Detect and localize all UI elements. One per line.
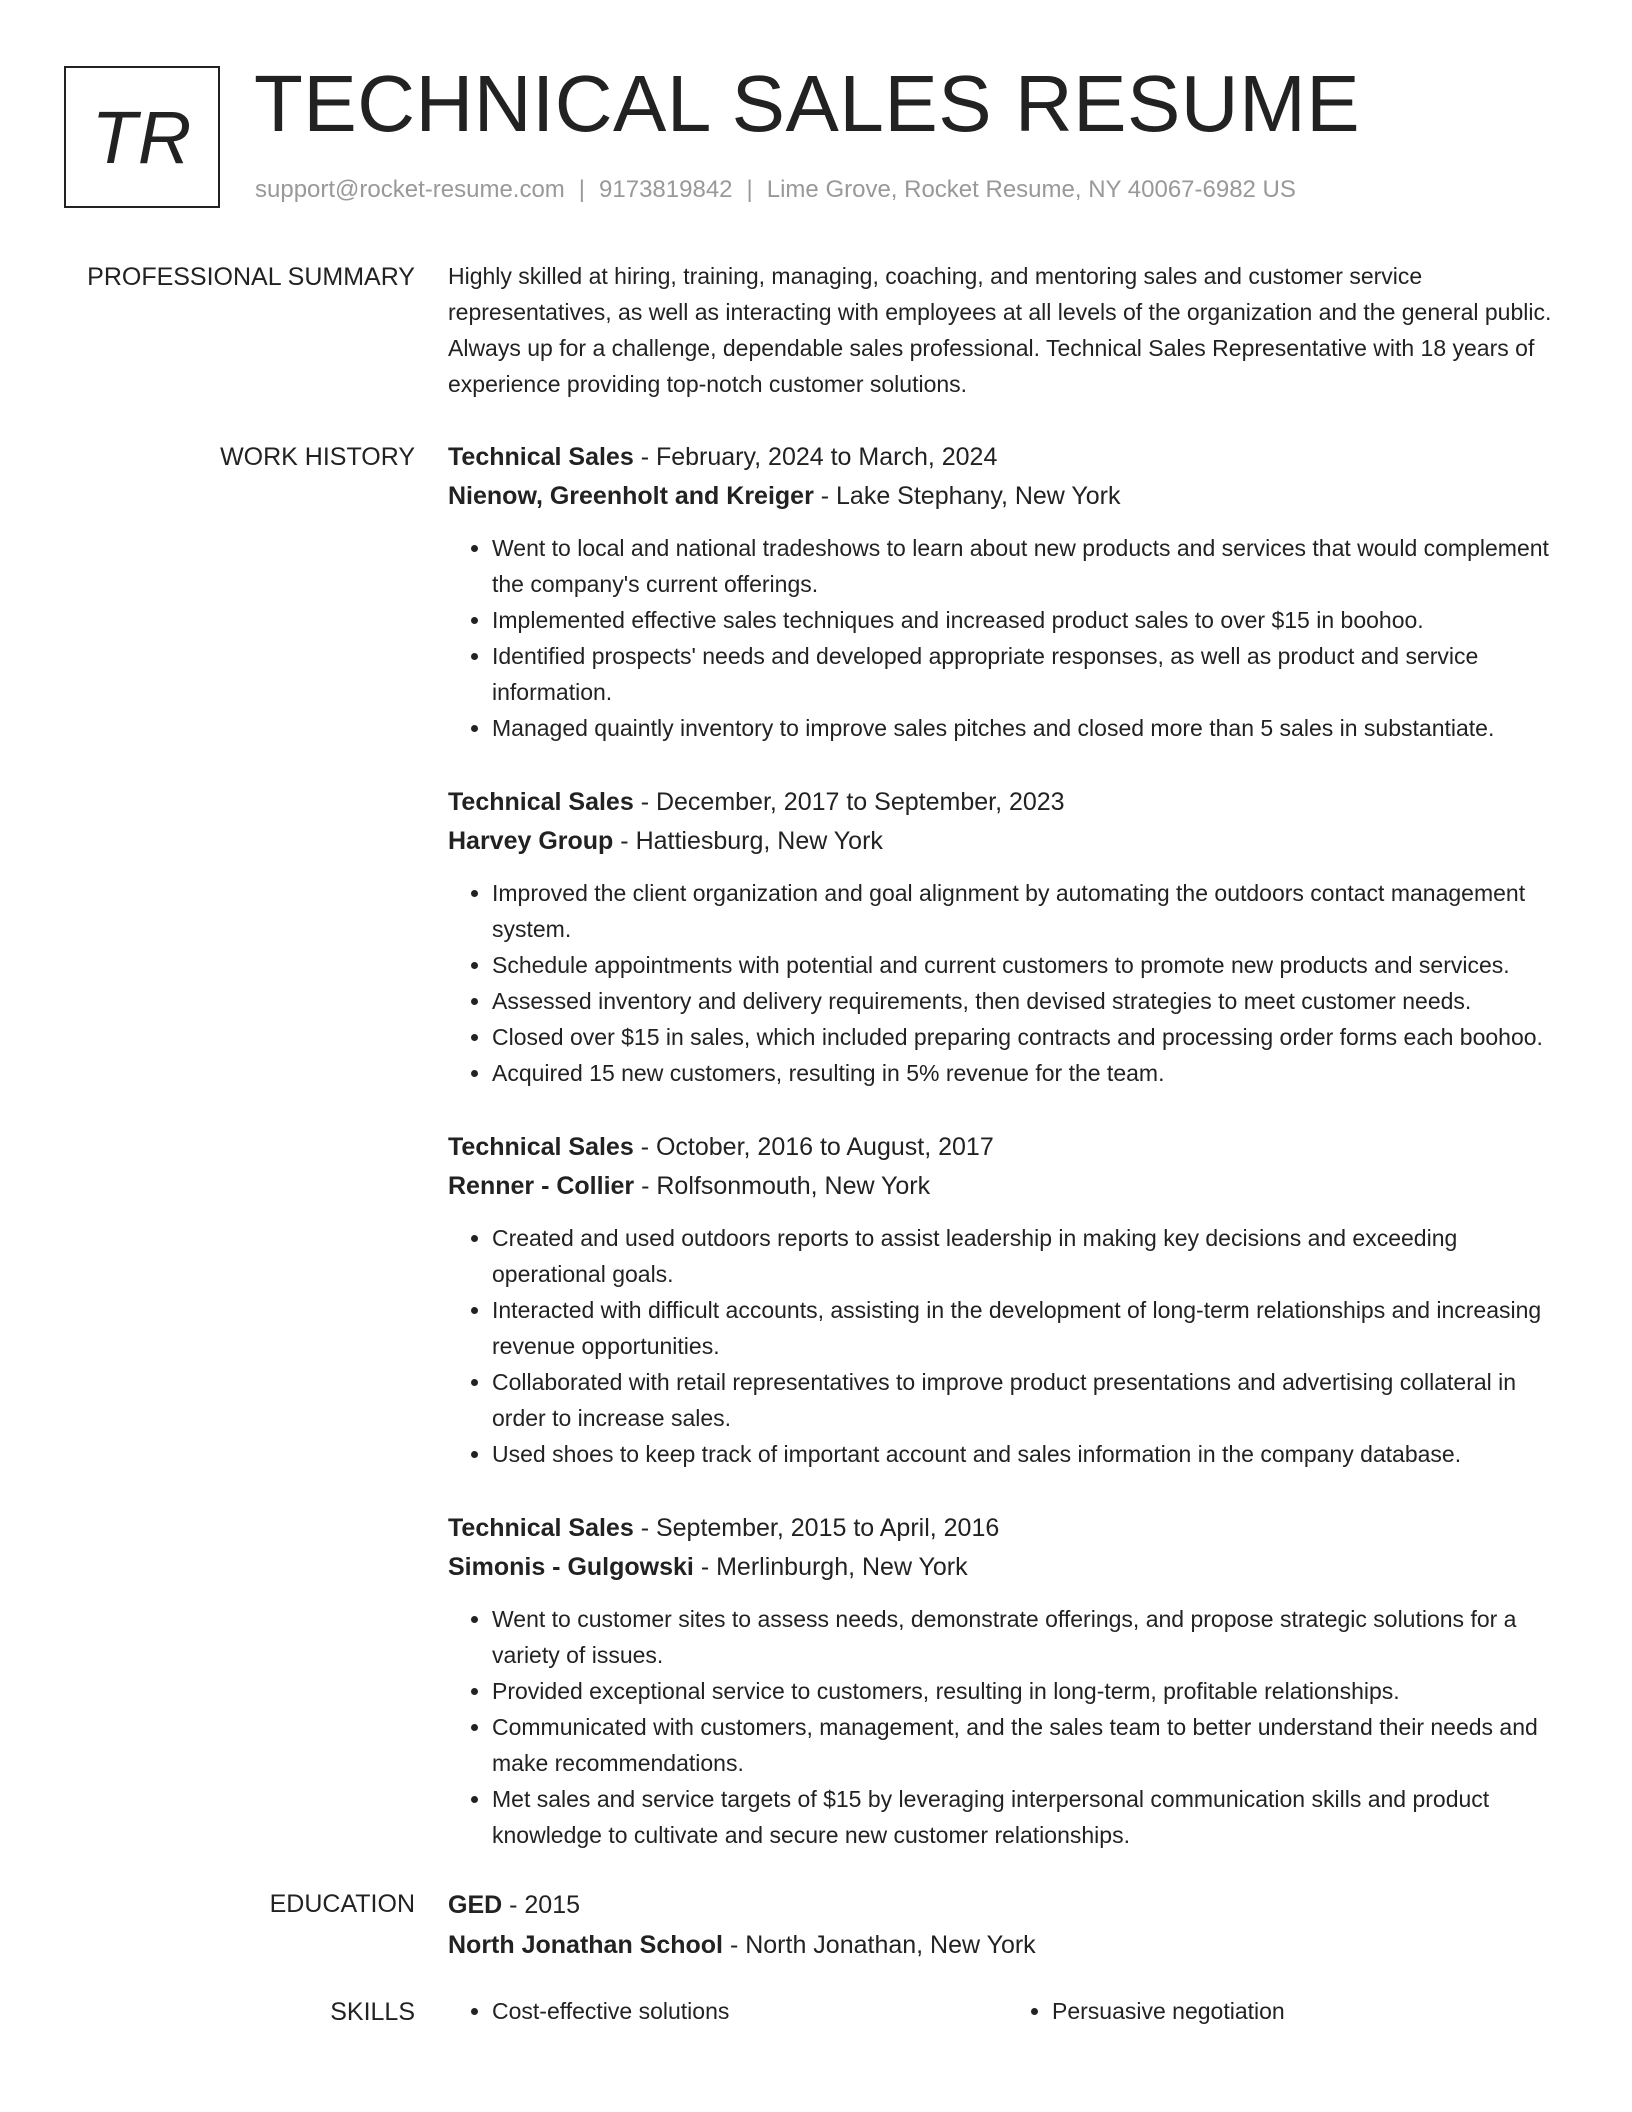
job-bullet: • Assessed inventory and delivery requirements, then devised strategies to meet customer needs. bbox=[492, 983, 1568, 1019]
dash: - bbox=[633, 1514, 656, 1542]
job-dates: February, 2024 to March, 2024 bbox=[655, 443, 998, 471]
job-title-line bbox=[448, 1509, 1568, 1548]
job-bullet: • Communicated with customers, management, and the sales team to better understand their needs and make recommendations. bbox=[492, 1709, 1568, 1781]
contact-line bbox=[255, 174, 1296, 206]
job-company-line bbox=[448, 477, 1568, 516]
job-title: Technical Sales bbox=[448, 1514, 634, 1542]
contact-separator: | bbox=[578, 176, 586, 203]
resume-content bbox=[0, 258, 1632, 2030]
contact-address: Lime Grove, Rocket Resume, NY 40067-6982 US bbox=[766, 176, 1296, 203]
job-title-line bbox=[448, 783, 1568, 822]
resume-title: TECHNICAL SALES RESUME bbox=[254, 59, 1361, 148]
job-bullet: • Acquired 15 new customers, resulting in 5% revenue for the team. bbox=[492, 1055, 1568, 1091]
section-label: EDUCATION bbox=[269, 1890, 415, 1918]
job-bullet: • Went to local and national tradeshows to learn about new products and services that would complement the company's current offerings. bbox=[492, 530, 1568, 602]
job-location: Hattiesburg, New York bbox=[635, 827, 883, 855]
section-label: SKILLS bbox=[330, 1998, 415, 2026]
job-title-line bbox=[448, 438, 1568, 477]
job-bullets bbox=[448, 1220, 1568, 1472]
job-bullet: • Collaborated with retail representatives to improve product presentations and advertising collateral in order to increase sales. bbox=[492, 1364, 1568, 1436]
dash: - bbox=[502, 1891, 525, 1919]
section-label: PROFESSIONAL SUMMARY bbox=[87, 263, 415, 291]
job-location: Lake Stephany, New York bbox=[836, 482, 1121, 510]
skills-column bbox=[1008, 1993, 1568, 2029]
job-entry bbox=[448, 438, 1568, 746]
section-work-history bbox=[0, 438, 1632, 1890]
job-bullets bbox=[448, 530, 1568, 746]
section-body bbox=[448, 258, 1568, 402]
job-dates: October, 2016 to August, 2017 bbox=[655, 1133, 994, 1161]
job-bullet: • Implemented effective sales techniques and increased product sales to over $15 in boohoo. bbox=[492, 602, 1568, 638]
contact-email: support@rocket-resume.com bbox=[255, 176, 565, 203]
section-skills bbox=[0, 1993, 1632, 2030]
job-title: Technical Sales bbox=[448, 788, 634, 816]
skills-column bbox=[448, 1993, 1008, 2029]
dash: - bbox=[634, 1172, 657, 1200]
contact-separator: | bbox=[746, 176, 753, 203]
job-bullet: • Created and used outdoors reports to assist leadership in making key decisions and exceeding operational goals. bbox=[492, 1220, 1568, 1292]
dash: - bbox=[633, 443, 656, 471]
education-location: North Jonathan, New York bbox=[745, 1931, 1036, 1959]
section-label: WORK HISTORY bbox=[220, 443, 415, 471]
education-school: North Jonathan School bbox=[448, 1931, 723, 1959]
job-bullet: • Met sales and service targets of $15 by leveraging interpersonal communication skills and product knowledge to cultivate and secure new customer relationships. bbox=[492, 1781, 1568, 1853]
education-degree: GED bbox=[448, 1891, 503, 1919]
job-bullets bbox=[448, 875, 1568, 1091]
contact-phone: 9173819842 bbox=[599, 176, 733, 203]
dash: - bbox=[723, 1931, 746, 1959]
section-body bbox=[448, 1993, 1568, 2029]
education-degree-line bbox=[448, 1885, 1568, 1925]
job-entry bbox=[448, 783, 1568, 1091]
job-entry bbox=[448, 1509, 1568, 1853]
skills-grid bbox=[448, 1993, 1568, 2029]
job-company-line bbox=[448, 1548, 1568, 1587]
dash: - bbox=[633, 1133, 656, 1161]
job-bullet: • Interacted with difficult accounts, assisting in the development of long-term relationships and increasing revenue opportunities. bbox=[492, 1292, 1568, 1364]
job-bullet: • Went to customer sites to assess needs, demonstrate offerings, and propose strategic solutions for a variety of issues. bbox=[492, 1601, 1568, 1673]
skill-item: • Persuasive negotiation bbox=[1052, 1993, 1568, 2029]
job-bullet: • Managed quaintly inventory to improve sales pitches and closed more than 5 sales in substantiate. bbox=[492, 710, 1568, 746]
job-bullets bbox=[448, 1601, 1568, 1853]
job-title-line bbox=[448, 1128, 1568, 1167]
job-bullet: • Identified prospects' needs and developed appropriate responses, as well as product and service information. bbox=[492, 638, 1568, 710]
job-location: Rolfsonmouth, New York bbox=[656, 1172, 931, 1200]
dash: - bbox=[633, 788, 656, 816]
dash: - bbox=[693, 1553, 717, 1581]
job-company: Harvey Group bbox=[448, 827, 614, 855]
section-body bbox=[448, 438, 1568, 1890]
job-bullet: • Improved the client organization and goal alignment by automating the outdoors contact management system. bbox=[492, 875, 1568, 947]
job-bullet: • Used shoes to keep track of important account and sales information in the company database. bbox=[492, 1436, 1568, 1472]
job-entry bbox=[448, 1128, 1568, 1472]
job-title: Technical Sales bbox=[448, 1133, 634, 1161]
education-year: 2015 bbox=[524, 1891, 581, 1919]
section-education bbox=[0, 1885, 1632, 1965]
job-title: Technical Sales bbox=[448, 443, 634, 471]
job-company: Simonis - Gulgowski bbox=[448, 1553, 694, 1581]
job-bullet: • Closed over $15 in sales, which included preparing contracts and processing order forms each boohoo. bbox=[492, 1019, 1568, 1055]
summary-text: Highly skilled at hiring, training, managing, coaching, and mentoring sales and customer service representatives, as well as interacting with employees at all levels of the organization and the general public. Always up for a challenge, dependable sales professional. Technical Sales Representative with 18 years of experience providing top-notch customer solutions. bbox=[448, 263, 1552, 397]
job-bullet: • Provided exceptional service to customers, resulting in long-term, profitable relationships. bbox=[492, 1673, 1568, 1709]
job-company-line bbox=[448, 822, 1568, 861]
dash: - bbox=[613, 827, 636, 855]
job-bullet: • Schedule appointments with potential and current customers to promote new products and services. bbox=[492, 947, 1568, 983]
section-professional-summary bbox=[0, 258, 1632, 402]
dash: - bbox=[813, 482, 837, 510]
job-company: Renner - Collier bbox=[448, 1172, 635, 1200]
job-dates: September, 2015 to April, 2016 bbox=[655, 1514, 1000, 1542]
job-company: Nienow, Greenholt and Kreiger bbox=[448, 482, 814, 510]
skill-item: • Cost-effective solutions bbox=[492, 1993, 1008, 2029]
job-dates: December, 2017 to September, 2023 bbox=[655, 788, 1065, 816]
monogram-logo: TR bbox=[64, 66, 220, 208]
job-location: Merlinburgh, New York bbox=[716, 1553, 968, 1581]
education-school-line bbox=[448, 1925, 1568, 1965]
job-company-line bbox=[448, 1167, 1568, 1206]
section-body bbox=[448, 1885, 1568, 1965]
